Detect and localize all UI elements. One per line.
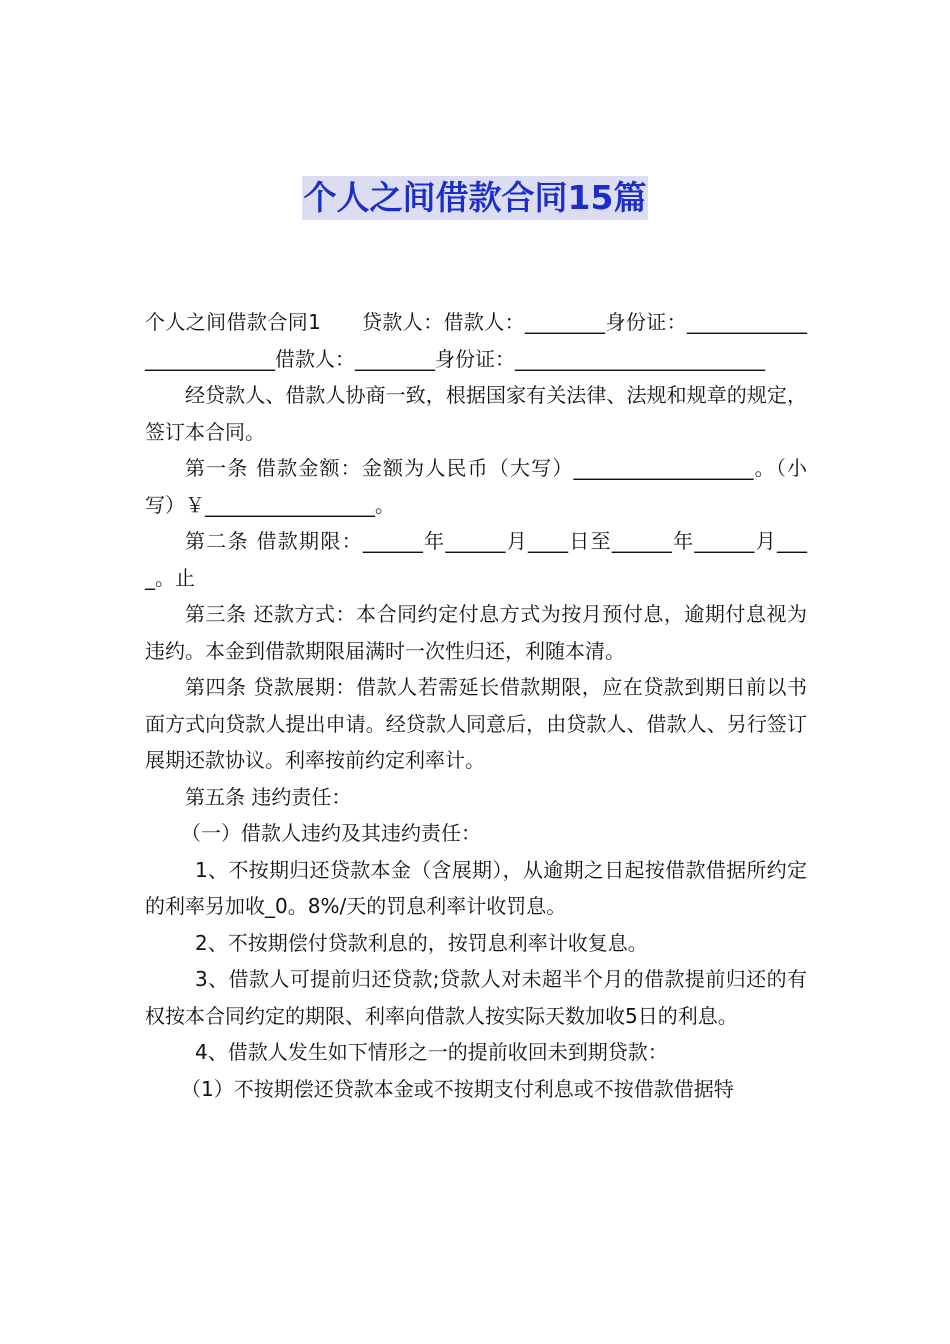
paragraph-article-2: 第二条 借款期限：______年______月____日至______年______月____。止 [145,529,807,590]
paragraph-header-parties: 个人之间借款合同1 贷款人：借款人：________身份证：_________________________借款人：________身份证：_________________________ [145,310,807,371]
paragraph-item-4: 4、借款人发生如下情形之一的提前收回未到期贷款： [195,1040,668,1064]
paragraph-article-4: 第四条 贷款展期：借款人若需延长借款期限，应在贷款到期日前以书面方式向贷款人提出申请。经贷款人同意后，由贷款人、借款人、另行签订展期还款协议。利率按前约定利率计。 [145,675,807,772]
paragraph-item-2: 2、不按期偿付贷款利息的，按罚息利率计收复息。 [195,930,648,955]
paragraph-item-1: 1、不按期归还贷款本金（含展期），从逾期之日起按借款借据所约定的利率另加收_0。8%/天的罚息利率计收罚息。 [145,857,807,918]
paragraph-preamble: 经贷款人、借款人协商一致，根据国家有关法律、法规和规章的规定，签订本合同。 [145,383,807,444]
title-container [0,176,950,220]
paragraph-subitem-1: （1）不按期偿还贷款本金或不按期支付利息或不按借款借据特 [181,1076,734,1101]
paragraph-article-5: 第五条 违约责任： [185,784,352,809]
paragraph-item-3: 3、借款人可提前归还贷款;贷款人对未超半个月的借款提前归还的有权按本合同约定的期限、利率向借款人按实际天数加收5日的利息。 [145,967,807,1028]
document-body [145,304,807,1107]
paragraph-section-1: （一）借款人违约及其违约责任： [181,821,481,845]
paragraph-article-1: 第一条 借款金额：金额为人民币（大写）__________________。（小写）￥_________________。 [145,456,807,517]
paragraph-article-3: 第三条 还款方式：本合同约定付息方式为按月预付息，逾期付息视为违约。本金到借款期限届满时一次性归还，利随本清。 [145,602,807,663]
document-title: 个人之间借款合同15篇 [302,176,649,220]
